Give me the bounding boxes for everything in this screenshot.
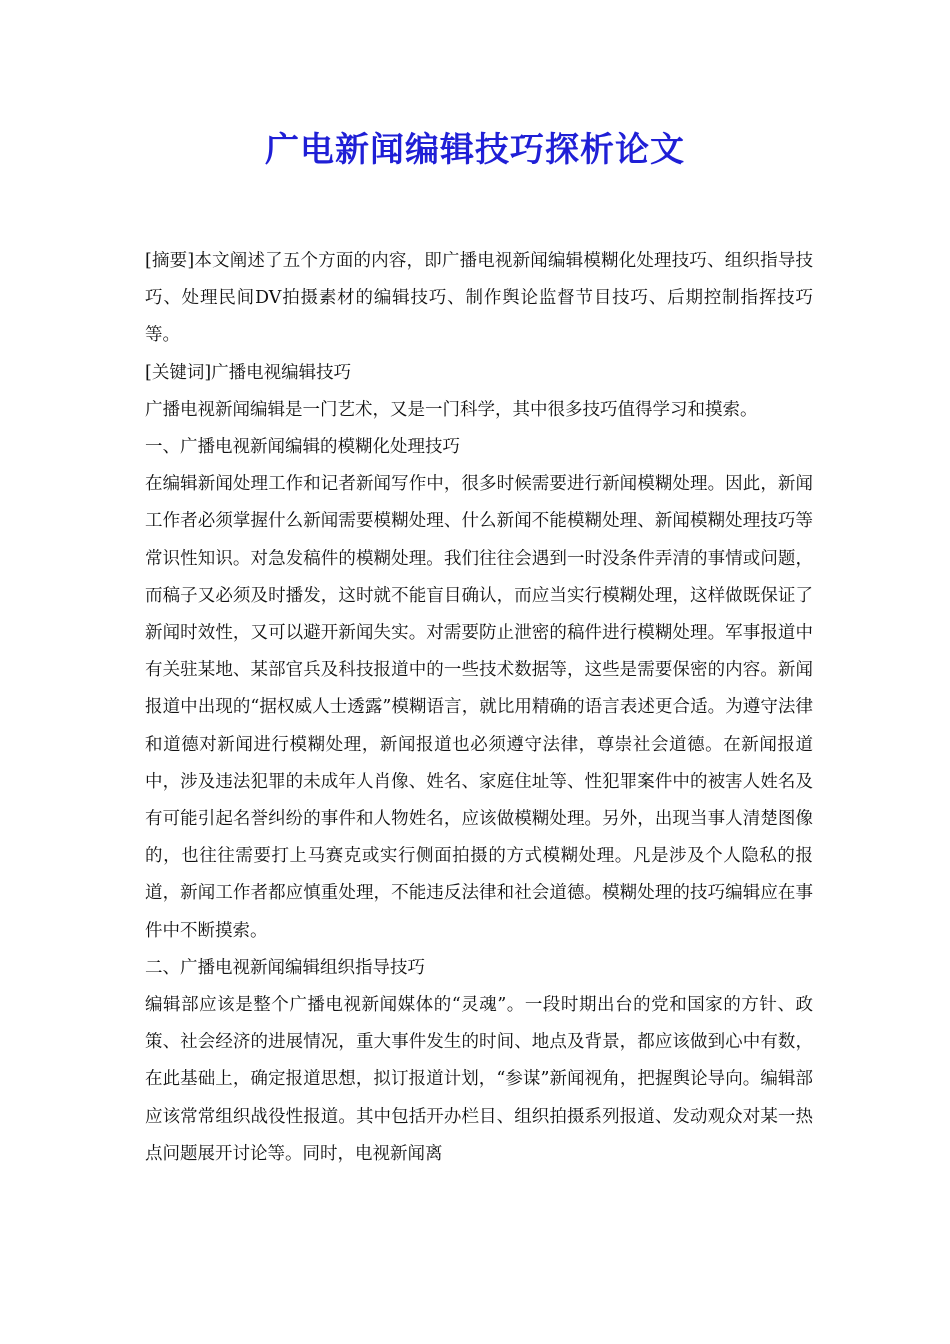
section-1-paragraph: 在编辑新闻处理工作和记者新闻写作中，很多时候需要进行新闻模糊处理。因此，新闻工作者必须掌握什么新闻需要模糊处理、什么新闻不能模糊处理、新闻模糊处理技巧等常识性知识。对急发稿件的模糊处理。我们往往会遇到一时没条件弄清的事情或问题，而稿子又必须及时播发，这时就不能盲目确认，而应当实行模糊处理，这样做既保证了新闻时效性，又可以避开新闻失实。对需要防止泄密的稿件进行模糊处理。军事报道中有关驻某地、某部官兵及科技报道中的一些技术数据等，这些是需要保密的内容。新闻报道中出现的“据权威人士透露”模糊语言，就比用精确的语言表述更合适。为遵守法律和道德对新闻进行模糊处理，新闻报道也必须遵守法律，尊崇社会道德。在新闻报道中，涉及违法犯罪的未成年人肖像、姓名、家庭住址等、性犯罪案件中的被害人姓名及有可能引起名誉纠纷的事件和人物姓名，应该做模糊处理。另外，出现当事人清楚图像的，也往往需要打上马赛克或实行侧面拍摄的方式模糊处理。凡是涉及个人隐私的报道，新闻工作者都应慎重处理，不能违反法律和社会道德。模糊处理的技巧编辑应在事件中不断摸索。 (145, 474, 813, 941)
document-title: 广电新闻编辑技巧探析论文 (265, 130, 685, 170)
section-2-paragraph: 编辑部应该是整个广播电视新闻媒体的“灵魂”。一段时期出台的党和国家的方针、政策、社会经济的进展情况，重大事件发生的时间、地点及背景，都应该做到心中有数，在此基础上，确定报道思想，拟订报道计划，“参谋”新闻视角，把握舆论导向。编辑部应该常常组织战役性报道。其中包括开办栏目、组织拍摄系列报道、发动观众对某一热点问题展开讨论等。同时，电视新闻离 (145, 995, 813, 1164)
intro-paragraph: 广播电视新闻编辑是一门艺术，又是一门科学，其中很多技巧值得学习和摸索。 (145, 399, 758, 420)
section-heading-1: 一、广播电视新闻编辑的模糊化处理技巧 (145, 437, 460, 458)
section-heading-2: 二、广播电视新闻编辑组织指导技巧 (145, 957, 425, 978)
keywords-paragraph: [关键词]广播电视编辑技巧 (145, 362, 352, 383)
abstract-paragraph: [摘要]本文阐述了五个方面的内容，即广播电视新闻编辑模糊化处理技巧、组织指导技巧、处理民间DV拍摄素材的编辑技巧、制作舆论监督节目技巧、后期控制指挥技巧等。 (145, 251, 813, 346)
document-body (145, 243, 813, 1173)
